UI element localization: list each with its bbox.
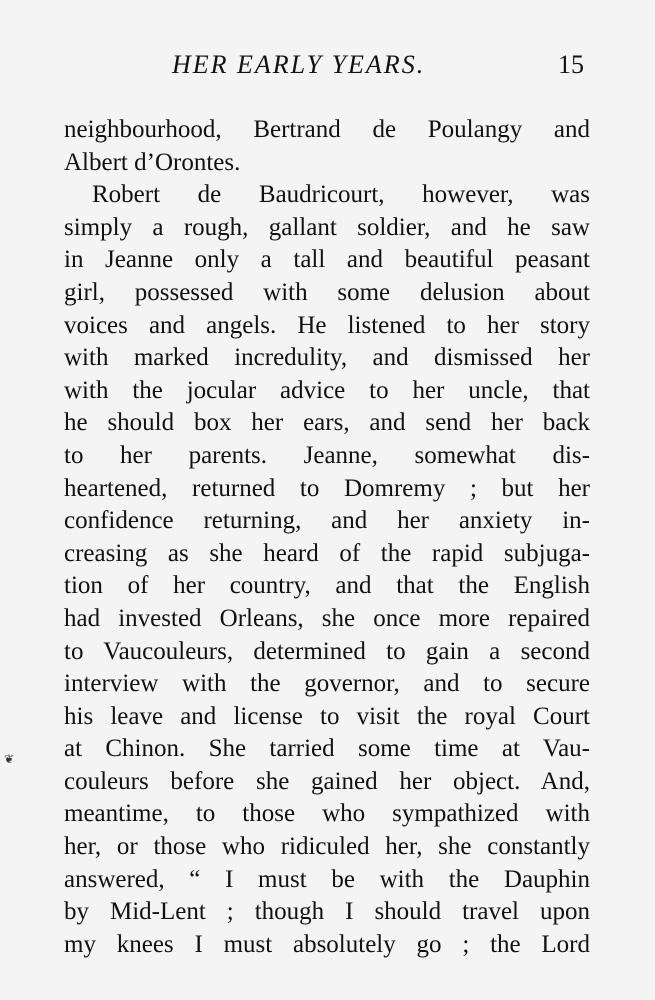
text-line: at Chinon. She tarried some time at Vau- xyxy=(64,735,590,763)
page-number: 15 xyxy=(558,50,584,79)
text-line: heartened, returned to Domremy ; but her xyxy=(64,474,590,502)
text-line: my knees I must absolutely go ; the Lord xyxy=(64,930,590,958)
text-line: confidence returning, and her anxiety in- xyxy=(64,507,590,535)
text-line: by Mid-Lent ; though I should travel upon xyxy=(64,898,590,926)
text-line: in Jeanne only a tall and beautiful peasant xyxy=(64,246,590,274)
text-line: girl, possessed with some delusion about xyxy=(64,278,590,306)
text-line: with the jocular advice to her uncle, that xyxy=(64,376,590,404)
text-line: he should box her ears, and send her back xyxy=(64,409,590,437)
body-text xyxy=(64,114,590,961)
text-line: with marked incredulity, and dismissed her xyxy=(64,344,590,372)
text-line: answered, “ I must be with the Dauphin xyxy=(64,865,590,893)
margin-mark-icon: ❦ xyxy=(4,752,15,766)
text-line: Albert d’Orontes. xyxy=(64,148,241,176)
text-line: voices and angels. He listened to her story xyxy=(64,311,590,339)
text-line: Robert de Baudricourt, however, was xyxy=(92,181,590,209)
text-line: to her parents. Jeanne, somewhat dis- xyxy=(64,441,590,469)
text-line: his leave and license to visit the royal Court xyxy=(64,702,590,730)
text-line: interview with the governor, and to secure xyxy=(64,670,590,698)
text-line: to Vaucouleurs, determined to gain a second xyxy=(64,637,590,665)
text-line: tion of her country, and that the English xyxy=(64,572,590,600)
text-line: meantime, to those who sympathized with xyxy=(64,800,590,828)
text-line: couleurs before she gained her object. And, xyxy=(64,767,590,795)
running-head xyxy=(60,50,590,90)
text-line: creasing as she heard of the rapid subjuga- xyxy=(64,539,590,567)
text-line: her, or those who ridiculed her, she constantly xyxy=(64,833,590,861)
text-line: neighbourhood, Bertrand de Poulangy and xyxy=(64,116,590,143)
text-line: simply a rough, gallant soldier, and he saw xyxy=(64,213,590,241)
running-title: HER EARLY YEARS. xyxy=(172,50,426,79)
text-line: had invested Orleans, she once more repaired xyxy=(64,604,590,632)
